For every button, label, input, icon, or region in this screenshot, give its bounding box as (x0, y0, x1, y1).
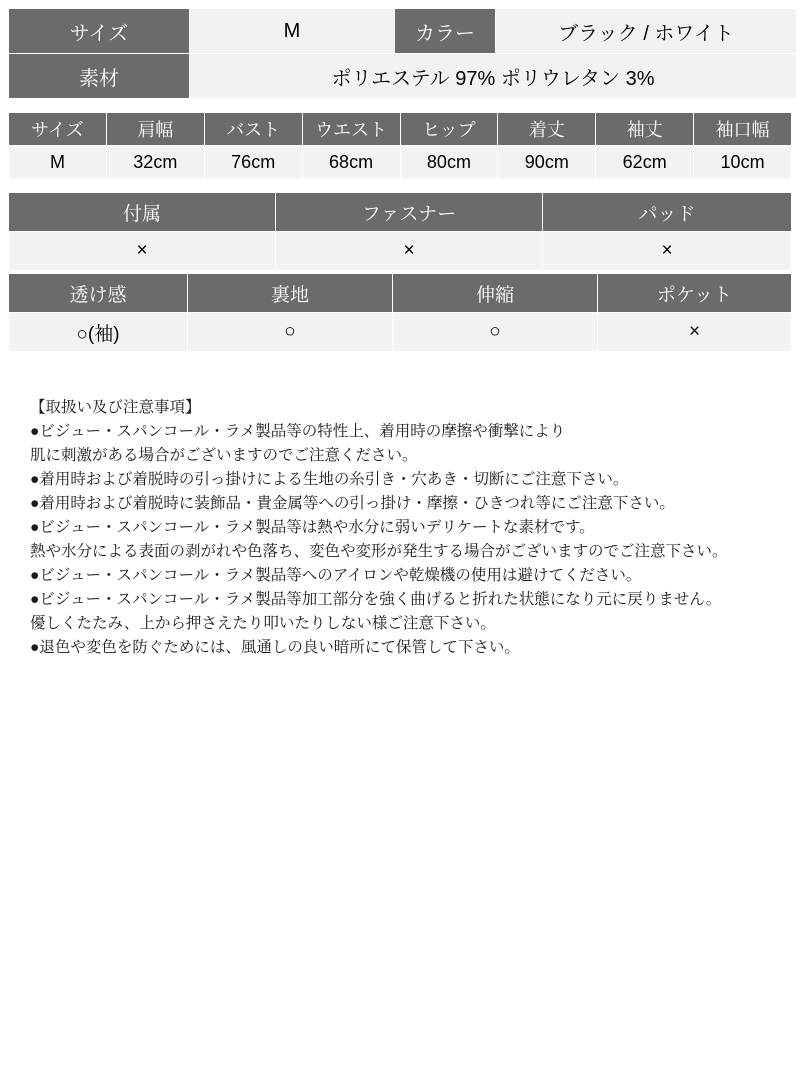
table-row-values (9, 232, 792, 271)
measure-value-waist: 68cm (302, 146, 400, 179)
measure-header-hip: ヒップ (400, 113, 498, 146)
note-line: ●退色や変色を防ぐためには、風通しの良い暗所にて保管して下さい。 (30, 639, 520, 657)
note-line: ●着用時および着脱時に装飾品・貴金属等への引っ掛け・摩擦・ひきつれ等にご注意下さい。 (30, 495, 675, 513)
measure-value-shoulder: 32cm (106, 146, 204, 179)
color-label: カラー (395, 9, 496, 54)
size-value: M (190, 9, 395, 54)
attr-value-lining: ○ (188, 313, 393, 352)
measurement-table (8, 112, 792, 179)
notes-title: 【取扱い及び注意事項】 (30, 399, 201, 416)
note-line: 肌に刺激がある場合がございますのでご注意ください。 (30, 447, 418, 465)
attr-header-sheerness: 透け感 (9, 274, 188, 313)
attr-header-lining: 裏地 (188, 274, 393, 313)
attr-header-pad: パッド (543, 193, 792, 232)
note-line: 優しくたたみ、上から押さえたり叩いたりしない様ご注意下さい。 (30, 615, 496, 633)
table-row (9, 54, 797, 99)
measure-header-shoulder: 肩幅 (106, 113, 204, 146)
note-line: ●ビジュー・スパンコール・ラメ製品等加工部分を強く曲げると折れた状態になり元に戻りません。 (30, 591, 722, 609)
note-line: ●ビジュー・スパンコール・ラメ製品等は熱や水分に弱いデリケートな素材です。 (30, 519, 595, 537)
material-value: ポリエステル 97% ポリウレタン 3% (190, 54, 797, 99)
attr-value-zipper: × (276, 232, 543, 271)
table-row-values (9, 313, 792, 352)
measure-value-cuff-width: 10cm (694, 146, 792, 179)
attr-header-zipper: ファスナー (276, 193, 543, 232)
basic-spec-table (8, 8, 797, 99)
note-line: ●ビジュー・スパンコール・ラメ製品等の特性上、着用時の摩擦や衝撃により (30, 423, 566, 441)
attr-header-accessory: 付属 (9, 193, 276, 232)
attr-value-sheerness: ○(袖) (9, 313, 188, 352)
measure-value-bust: 76cm (204, 146, 302, 179)
attribute-table-2 (8, 273, 792, 352)
measure-header-bust: バスト (204, 113, 302, 146)
measure-header-length: 着丈 (498, 113, 596, 146)
table-row (9, 9, 797, 54)
table-row-headers (9, 274, 792, 313)
material-label: 素材 (9, 54, 190, 99)
measure-value-hip: 80cm (400, 146, 498, 179)
note-line: ●ビジュー・スパンコール・ラメ製品等へのアイロンや乾燥機の使用は避けてください。 (30, 567, 642, 585)
measure-header-waist: ウエスト (302, 113, 400, 146)
note-line: ●着用時および着脱時の引っ掛けによる生地の糸引き・穴あき・切断にご注意下さい。 (30, 471, 629, 489)
attr-header-stretch: 伸縮 (393, 274, 598, 313)
measure-header-sleeve-length: 袖丈 (596, 113, 694, 146)
measure-value-sleeve-length: 62cm (596, 146, 694, 179)
attr-header-pocket: ポケット (598, 274, 792, 313)
size-label: サイズ (9, 9, 190, 54)
measure-header-cuff-width: 袖口幅 (694, 113, 792, 146)
table-row-headers (9, 113, 792, 146)
table-row-headers (9, 193, 792, 232)
attr-value-pad: × (543, 232, 792, 271)
measure-header-size: サイズ (9, 113, 107, 146)
note-line: 熱や水分による表面の剥がれや色落ち、変色や変形が発生する場合がございますのでご注意下さい。 (30, 543, 728, 561)
care-notes (8, 396, 792, 660)
attr-value-accessory: × (9, 232, 276, 271)
table-row-values (9, 146, 792, 179)
attr-value-pocket: × (598, 313, 792, 352)
color-value: ブラック / ホワイト (496, 9, 797, 54)
measure-value-length: 90cm (498, 146, 596, 179)
measure-value-size: M (9, 146, 107, 179)
attr-value-stretch: ○ (393, 313, 598, 352)
attribute-table-1 (8, 192, 792, 271)
